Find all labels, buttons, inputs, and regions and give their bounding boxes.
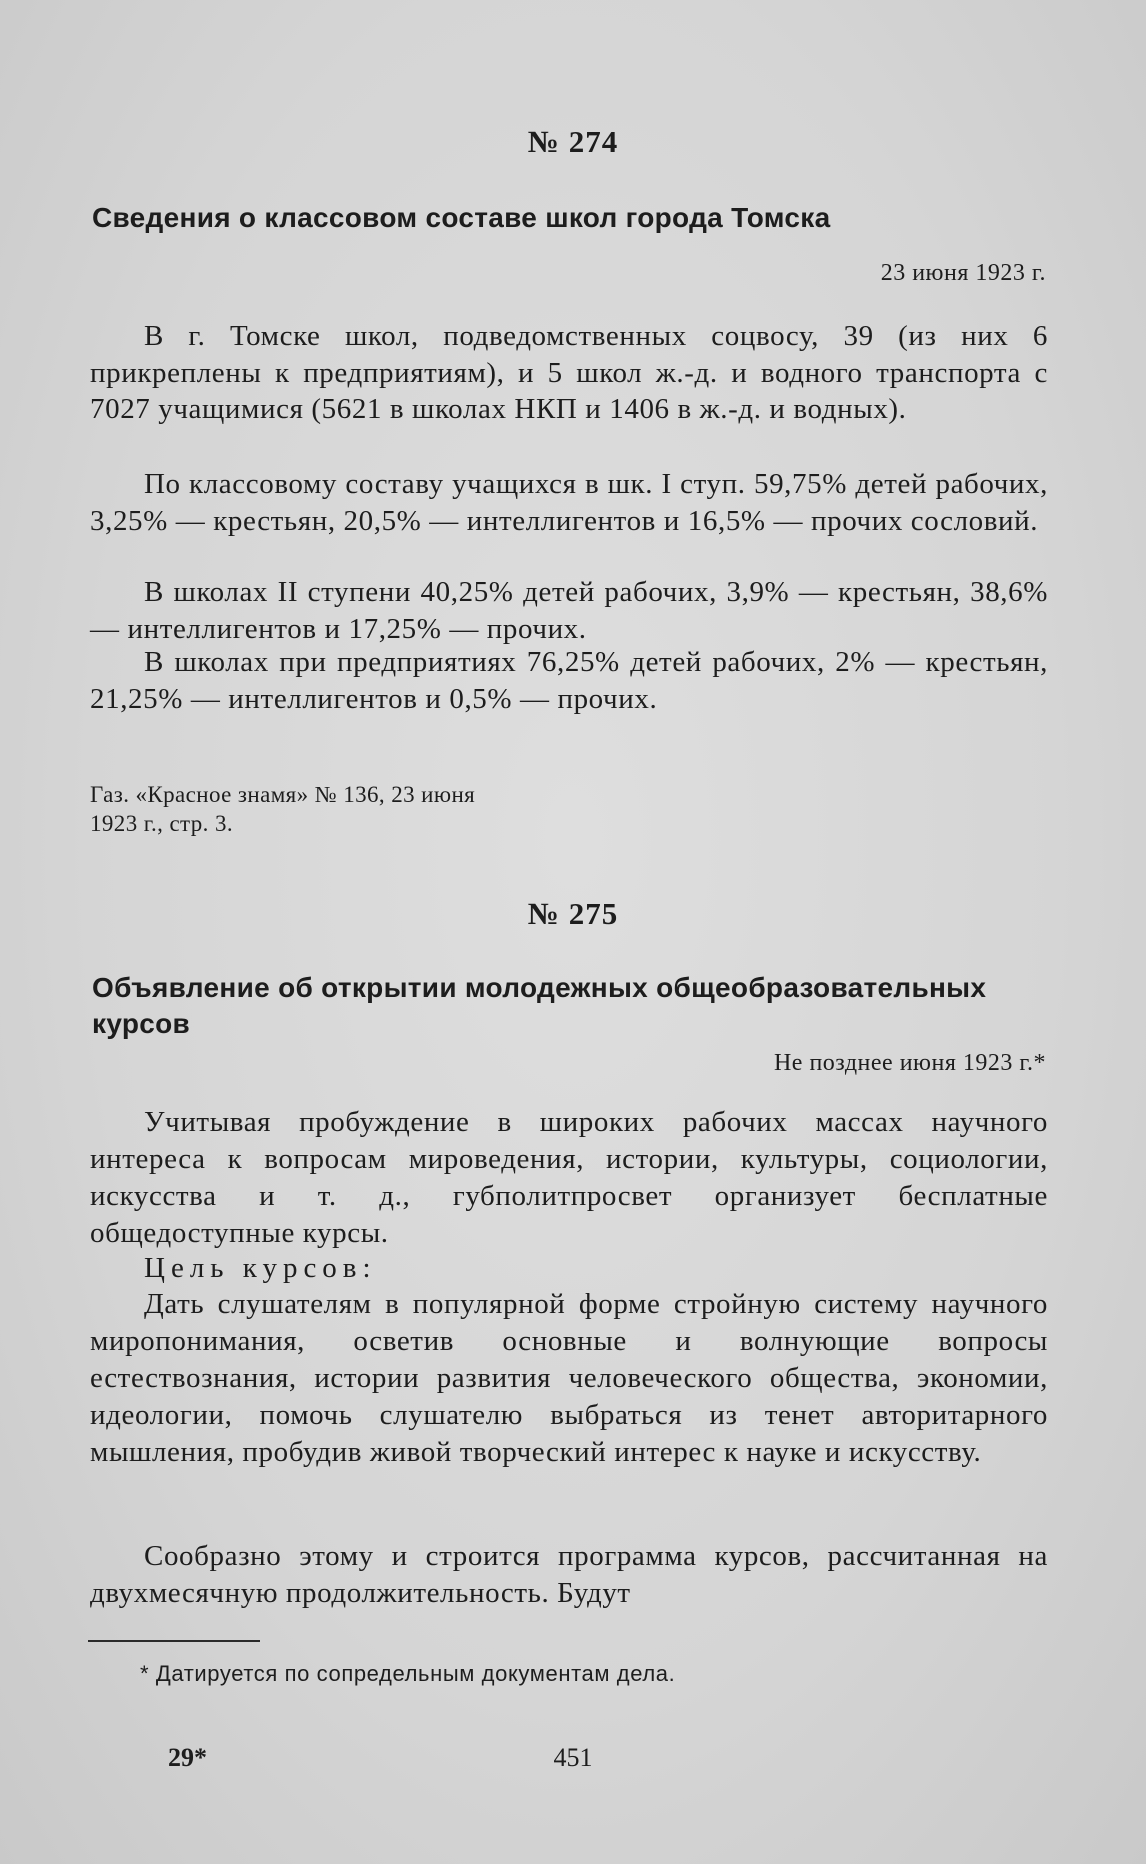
footnote: * Датируется по сопредельным документам дела. [140,1661,676,1686]
source-citation-274 [90,780,690,838]
paragraph-274-3 [90,574,1048,647]
page-number: 451 [553,1743,593,1772]
paragraph-274-1-text: В г. Томске школ, подведомственных соцвосу, 39 (из них 6 прикреплены к предприятиям), и 5 школ ж.-д. и водного транспорта с 7027 учащимися (5621 в школах НКП и 1406 в ж.-д. и водных). [90,320,1048,425]
document-date-274: 23 июня 1923 г. [880,260,1046,286]
paragraph-275-1-text: Учитывая пробуждение в широких рабочих массах научного интереса к вопросам мироведения, истории, культуры, социологии, искусства и т. д., губполитпросвет организует бесплатные общедоступные курсы. [90,1106,1048,1249]
document-number-275: № 275 [527,896,619,931]
source-line-1: Газ. «Красное знамя» № 136, 23 июня [90,782,476,807]
paragraph-275-3 [90,1538,1048,1612]
paragraph-274-3-text: В школах II ступени 40,25% детей рабочих, 3,9% — крестьян, 38,6% — интеллигентов и 17,25% — прочих. [90,576,1048,645]
paragraph-275-1 [90,1104,1048,1252]
paragraph-275-3-text: Сообразно этому и строится программа курсов, рассчитанная на двухмесячную продолжительность. Будут [90,1540,1048,1609]
footnote-divider [88,1640,260,1642]
document-title-274: Сведения о классовом составе школ города Томска [92,202,831,233]
document-date-275: Не позднее июня 1923 г.* [773,1050,1046,1076]
paragraph-275-2-text: Дать слушателям в популярной форме стройную систему научного миропонимания, осветив основные и волнующие вопросы естествознания, истории развития человеческого общества, экономии, идеологии, помочь слушателю выбраться из тенет авторитарного мышления, пробудив живой творческий интерес к науке и искусству. [90,1288,1048,1468]
source-line-2: 1923 г., стр. 3. [90,811,234,836]
paragraph-274-1 [90,318,1048,428]
document-title-275: Объявление об открытии молодежных общеобразовательных курсов [92,972,987,1039]
paragraph-274-2 [90,466,1048,539]
signature-mark: 29* [168,1743,207,1772]
paragraph-274-4 [90,644,1048,717]
goal-heading [90,1250,1048,1287]
goal-heading-text: Цель курсов: [144,1252,377,1284]
document-number-274: № 274 [527,124,619,159]
paragraph-274-4-text: В школах при предприятиях 76,25% детей рабочих, 2% — крестьян, 21,25% — интеллигентов и 0,5% — прочих. [90,646,1048,715]
paragraph-274-2-text: По классовому составу учащихся в шк. I ступ. 59,75% детей рабочих, 3,25% — крестьян, 20,5% — интеллигентов и 16,5% — прочих сословий. [90,468,1048,537]
paragraph-275-2 [90,1286,1048,1471]
